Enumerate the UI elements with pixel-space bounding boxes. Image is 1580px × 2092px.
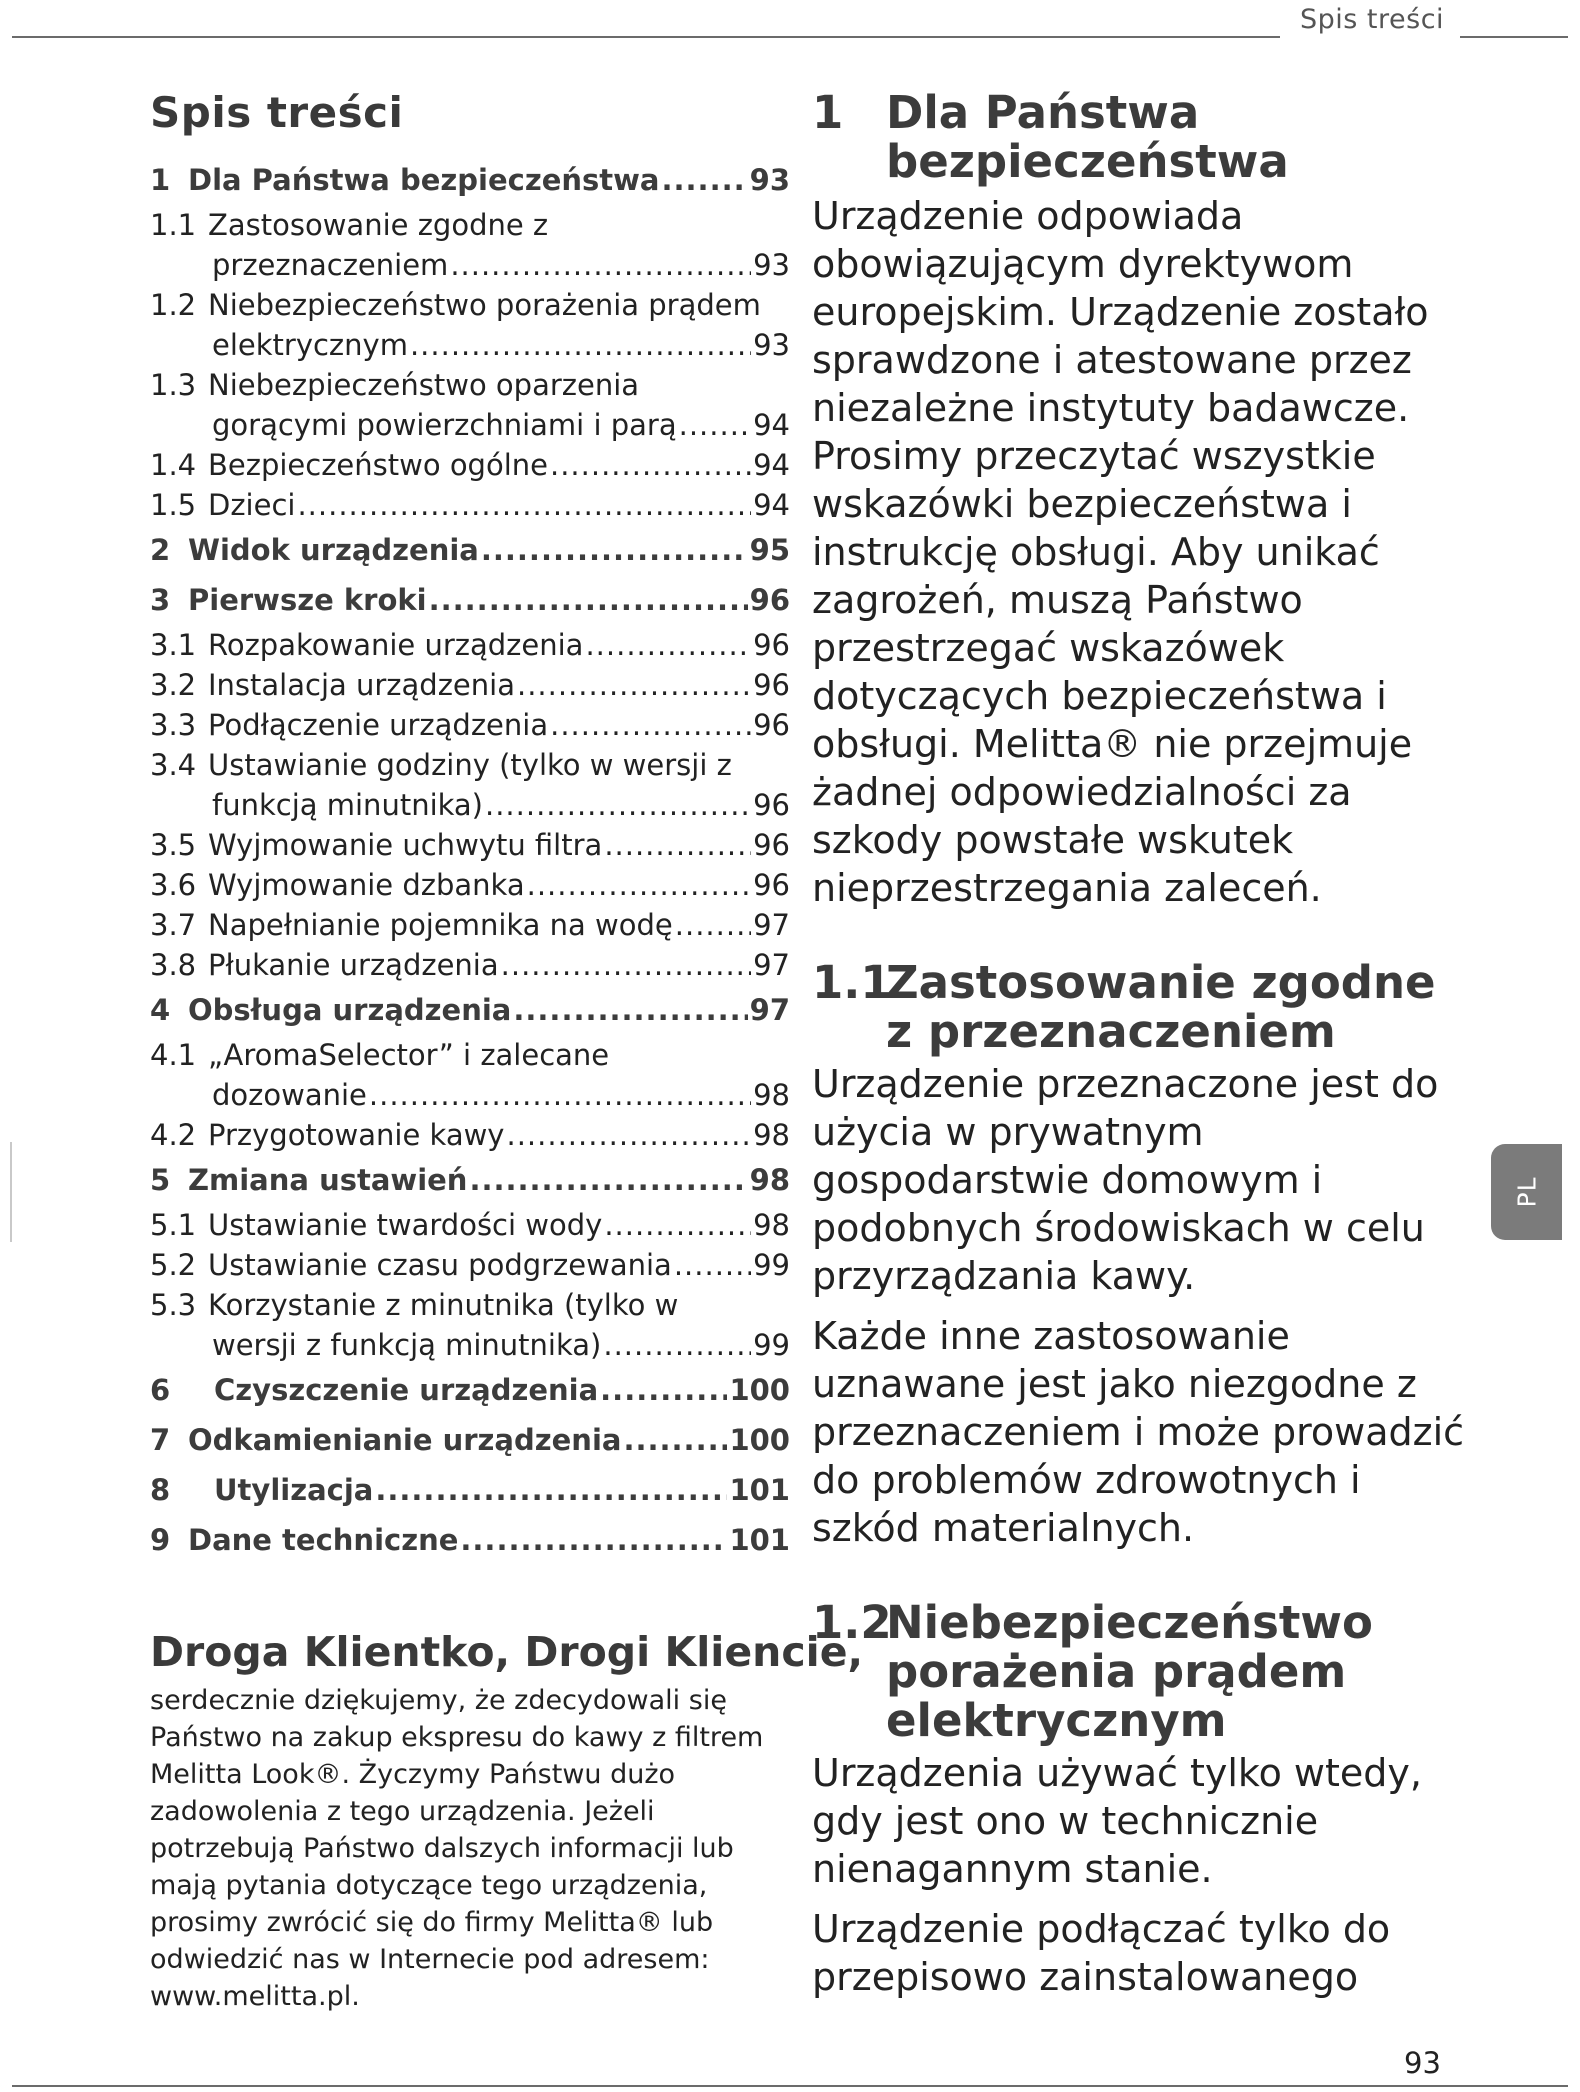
toc-entry[interactable]: 3.5 Wyjmowanie uchwytu filtra ..... 96 — [150, 825, 790, 865]
toc-entry[interactable]: 3.7 Napełnianie pojemnika na wodę ..... 97 — [150, 905, 790, 945]
section-paragraph: Urządzenie podłączać tylko do przepisowo zainstalowanego — [812, 1907, 1391, 1999]
toc-chapter[interactable]: 2 Widok urządzenia ..... 95 — [150, 525, 790, 575]
toc-entry[interactable]: 4.2 Przygotowanie kawy ..... 98 — [150, 1115, 790, 1155]
toc-chapter[interactable]: 4 Obsługa urządzenia ..... 97 — [150, 985, 790, 1035]
language-tab-label: PL — [1512, 1176, 1541, 1208]
toc-entry[interactable]: 3.6 Wyjmowanie dzbanka ..... 96 — [150, 865, 790, 905]
section-heading: 1 Dla Państwa bezpieczeństwa — [812, 86, 1289, 188]
section-paragraph: Każde inne zastosowanie uznawane jest jako niezgodne z przeznaczeniem i może prowadzić do problemów zdrowotnych i szkód materialnych. — [812, 1314, 1465, 1550]
toc-entry-continued[interactable]: gorącymi powierzchniami i parą ..... 94 — [150, 405, 790, 445]
toc-entry[interactable]: 1.3 Niebezpieczeństwo oparzenia — [150, 368, 640, 402]
section-paragraph: Urządzenia używać tylko wtedy, gdy jest ono w technicznie nienagannym stanie. — [812, 1751, 1422, 1891]
toc-entry[interactable]: 1.1 Zastosowanie zgodne z — [150, 208, 549, 242]
toc-chapter[interactable]: 3 Pierwsze kroki ..... 96 — [150, 575, 790, 625]
toc-entry[interactable]: 3.4 Ustawianie godziny (tylko w wersji z — [150, 748, 732, 782]
table-of-contents — [150, 88, 790, 1565]
section-paragraph: Urządzenie przeznaczone jest do użycia w prywatnym gospodarstwie domowym i podobnych środowiskach w celu przyrządzania kawy. — [812, 1062, 1439, 1298]
running-header-title: Spis treści — [1300, 4, 1445, 35]
toc-entry[interactable]: 1.4 Bezpieczeństwo ogólne ..... 94 — [150, 445, 790, 485]
section-paragraph: Urządzenie odpowiada obowiązującym dyrektywom europejskim. Urządzenie zostało sprawdzone i atestowane przez niezależne instytuty badawcze. Prosimy przeczytać wszystkie wskazówki bezpieczeństwa i instrukcję obsługi. Aby unikać zagrożeń, muszą Państwo przestrzegać wskazówek dotyczących bezpieczeństwa i obsługi. Melitta® nie przejmuje żadnej odpowiedzialności za szkody powstałe wskutek nieprzestrzegania zaleceń. — [812, 194, 1429, 910]
greeting-title: Droga Klientko, Drogi Kliencie, — [150, 1628, 864, 1676]
header-rule-right — [1460, 36, 1568, 38]
section-heading: 1.2 Niebezpieczeństwo porażenia prądem elektrycznym — [812, 1596, 1373, 1747]
toc-entry[interactable]: 5.1 Ustawianie twardości wody ..... 98 — [150, 1205, 790, 1245]
toc-entry[interactable]: 3.2 Instalacja urządzenia ..... 96 — [150, 665, 790, 705]
greeting-section — [150, 1628, 864, 2015]
toc-entry[interactable]: 3.3 Podłączenie urządzenia ..... 96 — [150, 705, 790, 745]
toc-entry-continued[interactable]: elektrycznym ..... 93 — [150, 325, 790, 365]
page-number: 93 — [1404, 2046, 1441, 2080]
greeting-body: serdecznie dziękujemy, że zdecydowali się Państwo na zakup ekspresu do kawy z filtrem Melitta Look®. Życzymy Państwu dużo zadowolenia z tego urządzenia. Jeżeli potrzebują Państwo dalszych informacji lub mają pytania dotyczące tego urządzenia, prosimy zwrócić się do firmy Melitta® lub odwiedzić nas w Internecie pod adresem: www.melitta.pl. — [150, 1685, 764, 2012]
language-tab — [1491, 1144, 1562, 1240]
toc-entry-continued[interactable]: funkcją minutnika) ..... 96 — [150, 785, 790, 825]
toc-chapter[interactable]: 8 Utylizacja ..... 101 — [150, 1465, 790, 1515]
section-heading: 1.1 Zastosowanie zgodne z przeznaczeniem — [812, 956, 1436, 1058]
toc-entry[interactable]: 3.1 Rozpakowanie urządzenia ..... 96 — [150, 625, 790, 665]
main-content — [812, 88, 1472, 2001]
toc-entry-continued[interactable]: wersji z funkcją minutnika) ..... 99 — [150, 1325, 790, 1365]
toc-chapter[interactable]: 1 Dla Państwa bezpieczeństwa ..... 93 — [150, 155, 790, 205]
header-rule-left — [12, 36, 1280, 38]
toc-entry[interactable]: 4.1 „AromaSelector” i zalecane — [150, 1038, 610, 1072]
toc-chapter[interactable]: 6 Czyszczenie urządzenia ..... 100 — [150, 1365, 790, 1415]
footer-rule — [12, 2085, 1568, 2087]
toc-entry[interactable]: 1.2 Niebezpieczeństwo porażenia prądem — [150, 288, 761, 322]
left-margin-rule — [10, 1142, 12, 1242]
toc-title: Spis treści — [150, 88, 404, 137]
toc-entry[interactable]: 1.5 Dzieci ..... 94 — [150, 485, 790, 525]
toc-chapter[interactable]: 5 Zmiana ustawień ..... 98 — [150, 1155, 790, 1205]
toc-entry[interactable]: 5.3 Korzystanie z minutnika (tylko w — [150, 1288, 679, 1322]
toc-chapter[interactable]: 7 Odkamienianie urządzenia ..... 100 — [150, 1415, 790, 1465]
toc-entry-continued[interactable]: przeznaczeniem ..... 93 — [150, 245, 790, 285]
toc-entry-continued[interactable]: dozowanie ..... 98 — [150, 1075, 790, 1115]
toc-chapter[interactable]: 9 Dane techniczne ..... 101 — [150, 1515, 790, 1565]
toc-entry[interactable]: 5.2 Ustawianie czasu podgrzewania ..... 99 — [150, 1245, 790, 1285]
toc-entry[interactable]: 3.8 Płukanie urządzenia ..... 97 — [150, 945, 790, 985]
